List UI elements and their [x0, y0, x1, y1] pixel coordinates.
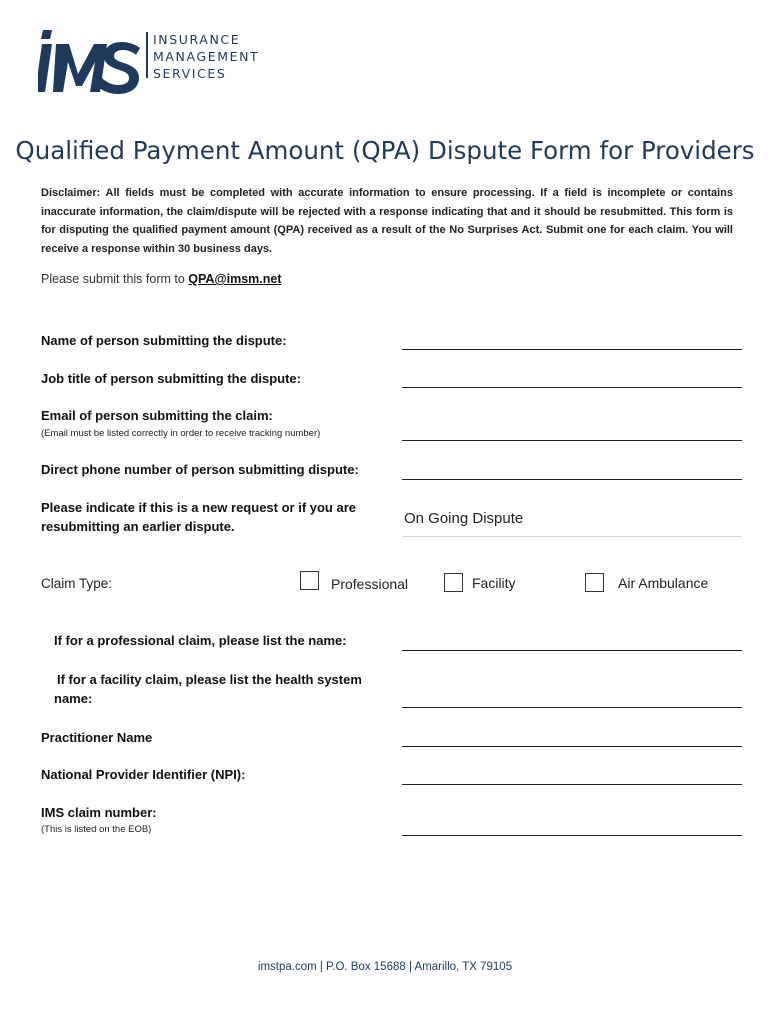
logo-divider — [146, 32, 148, 78]
submit-email-link[interactable]: QPA@imsm.net — [188, 272, 282, 286]
form-title: Qualified Payment Amount (QPA) Dispute Form for Providers — [15, 136, 755, 165]
npi-label: National Provider Identifier (NPI): — [41, 767, 246, 782]
phone-field[interactable] — [402, 479, 742, 480]
job-title-label: Job title of person submitting the dispute: — [41, 371, 301, 386]
request-type-value[interactable]: On Going Dispute — [404, 510, 524, 527]
request-type-label-2: resubmitting an earlier dispute. — [41, 519, 235, 534]
phone-label: Direct phone number of person submitting dispute: — [41, 462, 359, 477]
email-field[interactable] — [402, 440, 742, 441]
air-ambulance-checkbox[interactable] — [585, 573, 604, 592]
email-note: (Email must be listed correctly in order to receive tracking number) — [41, 428, 321, 439]
job-title-field[interactable] — [402, 387, 742, 388]
request-type-field[interactable] — [402, 536, 742, 537]
footer-contact: imstpa.com | P.O. Box 15688 | Amarillo, TX 79105 — [257, 961, 513, 973]
company-name — [153, 31, 259, 82]
submit-prefix: Please submit this form to — [41, 272, 189, 286]
npi-field[interactable] — [402, 784, 742, 785]
request-type-label-1: Please indicate if this is a new request or if you are — [41, 500, 356, 515]
email-label: Email of person submitting the claim: — [41, 408, 273, 423]
claim-number-field[interactable] — [402, 835, 742, 836]
ims-logo-mark — [38, 30, 142, 94]
practitioner-name-label: Practitioner Name — [41, 730, 153, 745]
name-submitter-label: Name of person submitting the dispute: — [41, 333, 287, 348]
professional-name-label: If for a professional claim, please list the name: — [54, 633, 347, 648]
facility-name-label-1: If for a facility claim, please list the health system — [57, 672, 362, 687]
air-ambulance-option-label: Air Ambulance — [618, 575, 709, 591]
facility-name-label-2: name: — [54, 691, 93, 706]
disclaimer-text: Disclaimer: All fields must be completed with accurate information to ensure processing. If a field is incomplete or contains inaccurate information, the claim/dispute will be rejected with a response indicating that and it should be resubmitted. This form is for disputing the qualified payment amount (QPA) received as a result of the No Surprises Act. Submit one for each claim. You will receive a response within 30 business days. — [41, 187, 733, 255]
professional-checkbox[interactable] — [300, 571, 319, 590]
facility-name-field[interactable] — [402, 707, 742, 708]
professional-name-field[interactable] — [402, 650, 742, 651]
company-name-line-3: SERVICES — [153, 66, 227, 81]
facility-option-label: Facility — [472, 575, 516, 591]
claim-type-label: Claim Type: — [41, 576, 113, 591]
submit-instructions — [41, 272, 282, 286]
company-name-line-2: MANAGEMENT — [153, 49, 260, 64]
claim-number-note: (This is listed on the EOB) — [41, 824, 152, 835]
name-submitter-field[interactable] — [402, 349, 742, 350]
claim-number-label: IMS claim number: — [41, 805, 157, 820]
professional-option-label: Professional — [331, 576, 409, 592]
company-name-line-1: INSURANCE — [153, 32, 241, 47]
practitioner-name-field[interactable] — [402, 746, 742, 747]
facility-checkbox[interactable] — [444, 573, 463, 592]
